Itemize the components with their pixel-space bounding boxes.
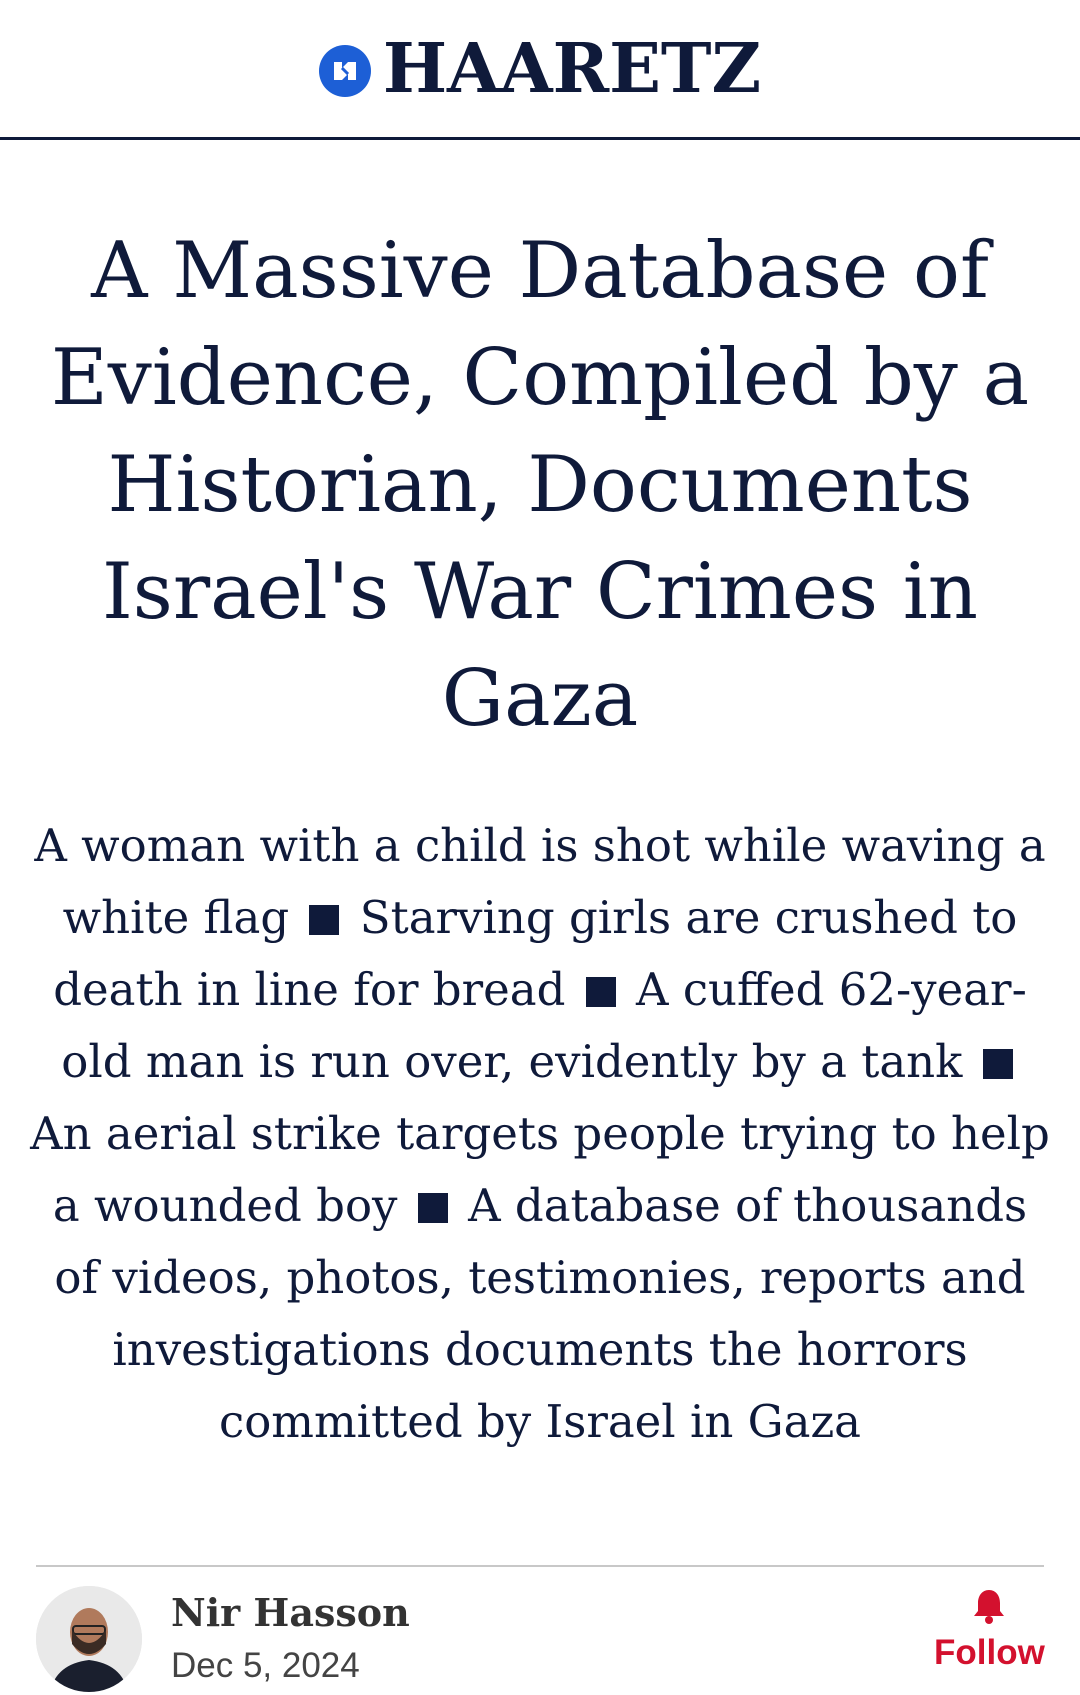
haaretz-logo-icon[interactable] <box>319 45 371 97</box>
brand-wordmark[interactable]: HAARETZ <box>382 28 762 109</box>
subhead-part: A database of thousands of videos, photos, testimonies, reports and investigations documents the horrors committed by Israel in Gaza <box>54 1179 1028 1448</box>
subhead-part: Starving girls are crushed to death in line for bread <box>53 891 1018 1016</box>
publish-date: Dec 5, 2024 <box>171 1646 360 1685</box>
square-bullet-icon <box>983 1049 1013 1079</box>
article-subhead <box>0 810 1080 1458</box>
subhead-part: An aerial strike targets people trying to help a wounded boy <box>30 1107 1050 1232</box>
masthead <box>0 0 1080 140</box>
author-name[interactable]: Nir Hasson <box>171 1590 410 1635</box>
square-bullet-icon <box>586 977 616 1007</box>
author-avatar[interactable] <box>36 1586 142 1692</box>
follow-button[interactable] <box>934 1586 1044 1673</box>
bell-icon <box>969 1613 1009 1630</box>
subhead-part: A woman with a child is shot while waving a white flag <box>34 819 1046 944</box>
byline <box>36 1580 1044 1695</box>
byline-divider <box>36 1565 1044 1567</box>
square-bullet-icon <box>309 905 339 935</box>
article-headline: A Massive Database of Evidence, Compiled by a Historian, Documents Israel's War Crimes in Gaza <box>50 226 1030 744</box>
follow-label: Follow <box>934 1633 1045 1672</box>
square-bullet-icon <box>418 1193 448 1223</box>
subhead-part: A cuffed 62-year-old man is run over, evidently by a tank <box>61 963 1027 1088</box>
